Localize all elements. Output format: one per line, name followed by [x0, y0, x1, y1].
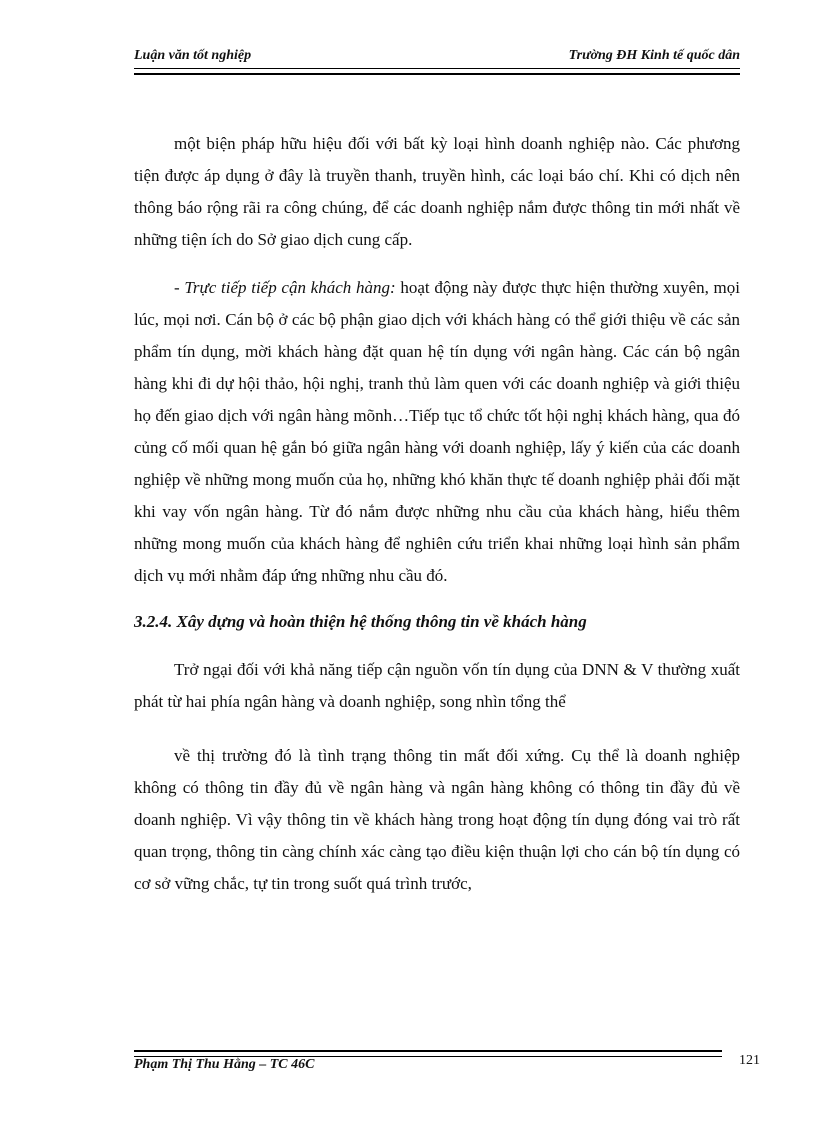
header-thesis-label: Luận văn tốt nghiệp — [134, 48, 252, 63]
paragraph-direct-contact-text: hoạt động này được thực hiện thường xuyên, mọi lúc, mọi nơi. Cán bộ ở các bộ phận giao dịch với khách hàng có thể giới thiệu về các sản phẩm tín dụng, mời khách hàng đặt quan hệ tín dụng với ngân hàng. Các cán bộ ngân hàng khi đi dự hội thảo, hội nghị, tranh thủ làm quen với các doanh nghiệp và giới thiệu họ đến giao dịch với ngân hàng mõnh…Tiếp tục tổ chức tốt hội nghị khách hàng, qua đó củng cố mối quan hệ gắn bó giữa ngân hàng với doanh nghiệp, lấy ý kiến của các doanh nghiệp về những mong muốn của họ, những khó khăn thực tế doanh nghiệp phải đối mặt khi vay vốn ngân hàng. Từ đó nắm được những nhu cầu của khách hàng, hiểu thêm những mong muốn của khách hàng để nghiên cứu triển khai những loại hình sản phẩm dịch vụ mới nhằm đáp ứng những nhu cầu đó. — [134, 278, 740, 585]
footer-divider — [134, 1050, 722, 1057]
paragraph-lead-italic: - Trực tiếp tiếp cận khách hàng: — [174, 278, 396, 297]
paragraph-information-asymmetry: về thị trường đó là tình trạng thông tin mất đối xứng. Cụ thể là doanh nghiệp không có thông tin đầy đủ về ngân hàng và ngân hàng không có thông tin đầy đủ về doanh nghiệp. Vì vậy thông tin về khách hàng trong hoạt động tín dụng đóng vai trò rất quan trọng, thông tin càng chính xác càng tạo điều kiện thuận lợi cho cán bộ tín dụng có cơ sở vững chắc, tự tin trong suốt quá trình trước, — [134, 746, 740, 893]
header-divider — [134, 68, 740, 75]
page-number: 121 — [739, 1053, 760, 1068]
footer-author: Phạm Thị Thu Hằng – TC 46C — [134, 1057, 315, 1072]
page-header — [134, 48, 740, 70]
paragraph-direct-contact — [134, 272, 740, 592]
paragraph-obstacles: Trở ngại đối với khả năng tiếp cận nguồn vốn tín dụng của DNN & V thường xuất phát từ hai phía ngân hàng và doanh nghiệp, song nhìn tổng thể — [134, 660, 740, 711]
section-heading: 3.2.4. Xây dựng và hoàn thiện hệ thống thông tin về khách hàng — [134, 612, 587, 631]
page-footer — [134, 1053, 760, 1079]
header-university: Trường ĐH Kinh tế quốc dân — [568, 48, 740, 63]
page-body — [134, 128, 740, 900]
paragraph-intro: một biện pháp hữu hiệu đối với bất kỳ loại hình doanh nghiệp nào. Các phương tiện được áp dụng ở đây là truyền thanh, truyền hình, các loại báo chí. Khi có dịch nên thông báo rộng rãi ra công chúng, để các doanh nghiệp nắm được thông tin mới nhất về những tiện ích do Sở giao dịch cung cấp. — [134, 134, 740, 249]
